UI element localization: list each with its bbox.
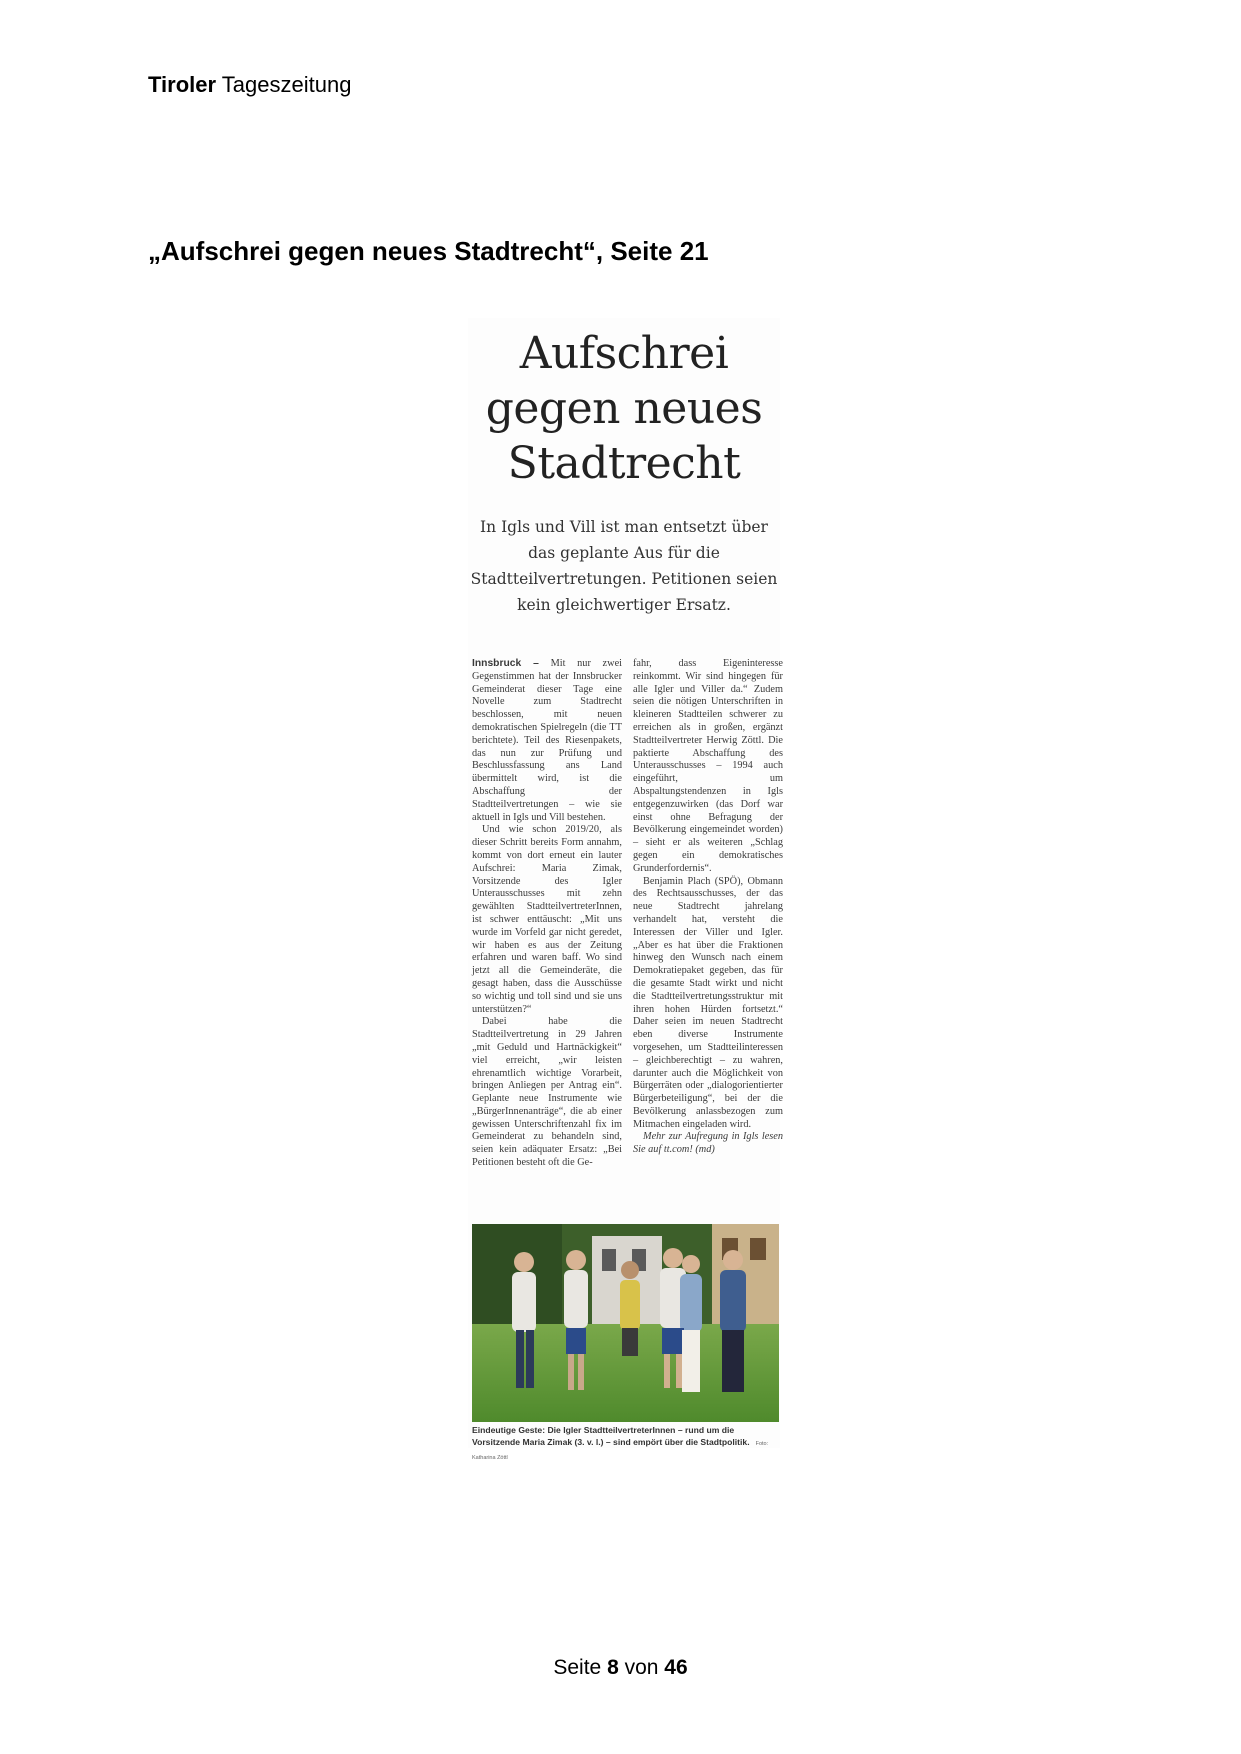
newspaper-clipping <box>468 318 783 1461</box>
page-footer <box>0 1656 1241 1680</box>
article-text: Mit nur zwei Gegenstimmen hat der Innsbrucker Gemeinderat dieser Tage eine Novelle zum Stadtrecht beschlossen, mit neuen demokratischen Spielregeln (die TT berichtete). Teil des Riesenpakets, das nun zur Prüfung und Beschlussfassung ans Land übermittelt wird, ist die Abschaffung der Stadtteilvertretungen – wie sie aktuell in Igls und Vill bestehen. <box>472 658 622 823</box>
article-column-right <box>633 658 783 1157</box>
article-photo <box>472 1224 779 1422</box>
article-paragraph: Benjamin Plach (SPÖ), Obmann des Rechtsausschusses, der das neue Stadtrecht jahrelang verhandelt hat, versteht die Interessen der Viller und Igler. „Aber es hat über die Fraktionen hinweg den Wunsch nach einem Demokratiepaket gegeben, das für die gesamte Stadt wirkt und nicht die Stadtteilvertretungsstruktur mit ihren hohen Hürden fortsetzt.“ Daher seien im neuen Stadtrecht eben diverse Instrumente vorgesehen, um Stadtteilinteressen – gleichberechtigt – zu wahren, darunter auch die Möglichkeit von Bürgerräten oder „dialogorientierter Bürgerbeteiligung“, bei der die Bevölkerung anlassbezogen zum Mitmachen eingeladen wird. <box>633 875 783 1130</box>
footer-middle: von <box>618 1656 665 1679</box>
footer-prefix: Seite <box>553 1656 608 1679</box>
article-column-left <box>472 658 622 1170</box>
article-teaser: Mehr zur Aufregung in Igls lesen Sie auf tt.com! (md) <box>633 1131 783 1156</box>
clipping-heading: „Aufschrei gegen neues Stadtrecht“, Seite 21 <box>148 236 709 266</box>
photo-caption <box>472 1424 779 1464</box>
article-paragraph: Und wie schon 2019/20, als dieser Schritt bereits Form annahm, kommt von dort erneut ein lauter Aufschrei: Maria Zimak, Vorsitzende des Igler Unterausschusses mit zehn gewählten StadtteilvertreterInnen, ist schwer enttäuscht: „Mit uns wurde im Vorfeld gar nicht geredet, wir haben es aus der Zeitung erfahren und waren baff. Wo sind jetzt all die Gemeinderäte, die gesagt haben, dass die Ausschüsse so wichtig und toll sind und sie uns unterstützen?“ <box>472 824 622 1015</box>
article-paragraph: Dabei habe die Stadtteilvertretung in 29 Jahren „mit Geduld und Hartnäckigkeit“ viel erreicht, „wir leisten ehrenamtlich wichtige Vorarbeit, bringen Anliegen per Antrag ein“. Geplante neue Instrumente wie „BürgerInnenanträge“, die ab einer gewissen Unterschriftenzahl fix im Gemeinderat zu behandeln sind, seien kein adäquater Ersatz: „Bei Petitionen besteht oft die Ge- <box>472 1016 622 1169</box>
publication-name-bold: Tiroler <box>148 72 217 97</box>
photo-caption-text: Eindeutige Geste: Die Igler StadtteilvertreterInnen – rund um die Vorsitzende Maria Zimak (3. v. l.) – sind empört über die Stadtpolitik. <box>472 1425 750 1447</box>
article-paragraph <box>472 658 622 824</box>
total-page-count: 46 <box>664 1656 688 1679</box>
article-subheadline: In Igls und Vill ist man entsetzt über das geplante Aus für die Stadtteilvertretungen. Petitionen seien kein gleichwertiger Ersatz. <box>470 518 778 614</box>
publication-name <box>148 72 351 98</box>
publication-name-rest: Tageszeitung <box>216 72 352 97</box>
article-paragraph <box>633 1131 783 1157</box>
article-paragraph: fahr, dass Eigeninteresse reinkommt. Wir sind hingegen für alle Igler und Viller da.“ Zudem seien die nötigen Unterschriften in kleineren Stadtteilen schwerer zu erreichen als in großen, ergänzt Stadtteilvertreter Herwig Zöttl. Die paktierte Abschaffung des Unterausschusses – 1994 auch eingeführt, um Abspaltungstendenzen in Igls entgegenzuwirken (das Dorf war einst ohne Befragung der Bevölkerung eingemeindet worden) – sieht er als weiteren „Schlag gegen ein demokratisches Grunderfordernis“. <box>633 658 783 874</box>
article-headline: Aufschrei gegen neues Stadtrecht <box>485 328 763 489</box>
current-page-number: 8 <box>607 1656 619 1679</box>
article-dateline: Innsbruck – <box>472 658 539 669</box>
photo-credit: Foto: Katharina Zöttl <box>472 1441 769 1461</box>
group-photo-illustration <box>472 1224 779 1422</box>
